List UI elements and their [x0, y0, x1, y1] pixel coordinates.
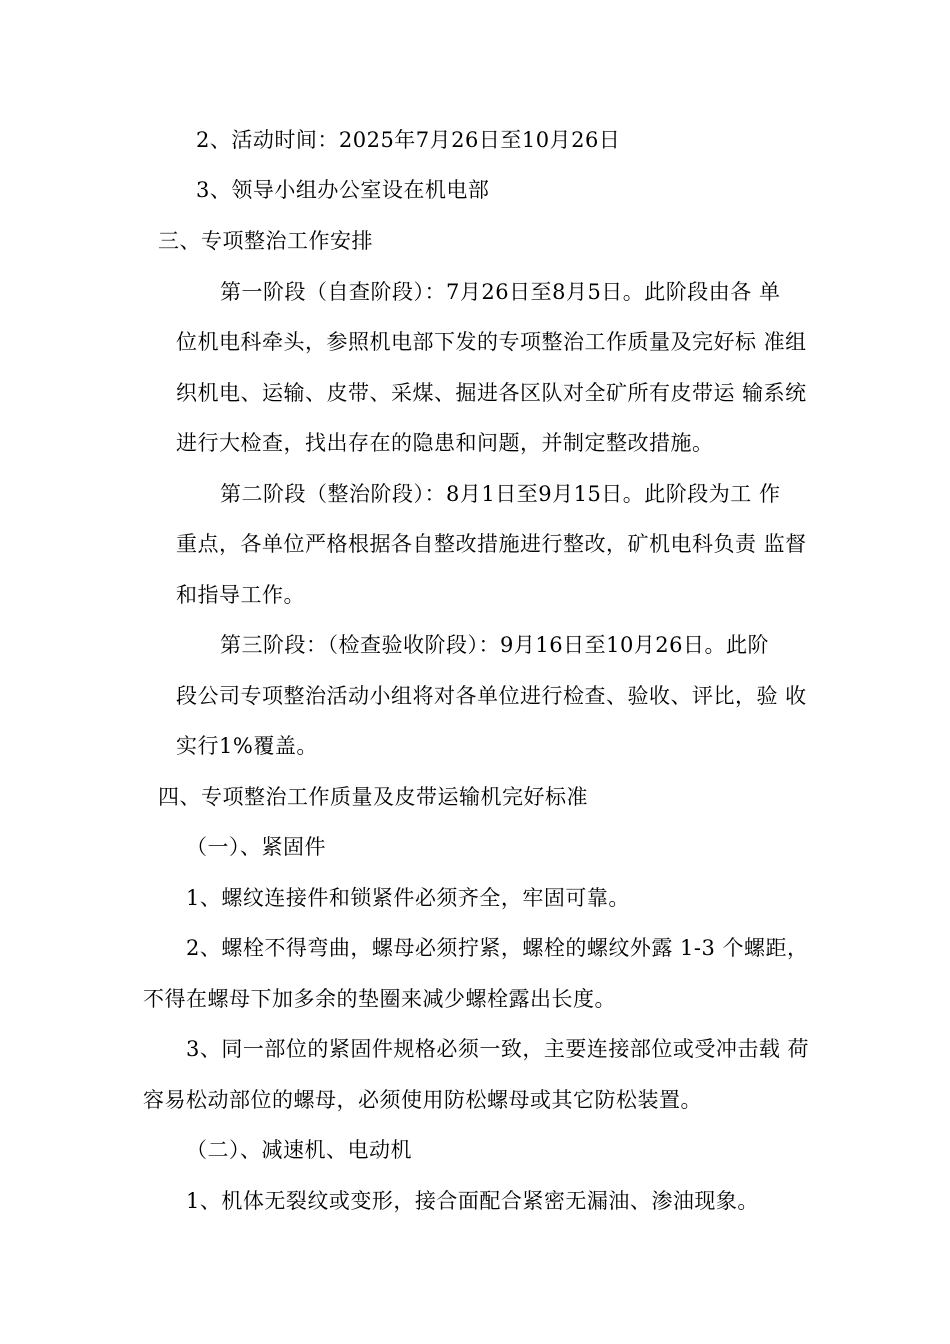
subsection-heading: （一）、紧固件	[186, 835, 326, 859]
text-line: 织机电、运输、皮带、采煤、掘进各区队对全矿所有皮带运 输系统	[176, 381, 807, 405]
text-line: 第二阶段（整治阶段）：8月1日至9月15日。此阶段为工 作	[220, 482, 781, 506]
text-line: 位机电科牵头，参照机电部下发的专项整治工作质量及完好标 准组	[176, 330, 807, 354]
text-line: 3、领导小组办公室设在机电部	[196, 178, 490, 202]
text-line: 容易松动部位的螺母，必须使用防松螺母或其它防松装置。	[143, 1088, 702, 1112]
text-line: 实行1%覆盖。	[176, 734, 318, 758]
text-line: 重点，各单位严格根据各自整改措施进行整改，矿机电科负责 监督	[176, 532, 807, 556]
text-line: 和指导工作。	[176, 583, 305, 607]
text-line: 进行大检查，找出存在的隐患和问题，并制定整改措施。	[176, 431, 714, 455]
text-line: 第三阶段：（检查验收阶段）：9月16日至10月26日。此阶	[220, 633, 770, 657]
subsection-heading: （二）、减速机、电动机	[186, 1138, 412, 1162]
text-line: 段公司专项整治活动小组将对各单位进行检查、验收、评比，验 收	[176, 684, 807, 708]
text-line: 1、机体无裂纹或变形，接合面配合紧密无漏油、渗油现象。	[186, 1189, 759, 1213]
section-heading: 三、专项整治工作安排	[158, 229, 373, 253]
section-heading: 四、专项整治工作质量及皮带运输机完好标准	[158, 785, 588, 809]
text-line: 2、活动时间：2025年7月26日至10月26日	[196, 128, 621, 152]
text-line: 3、同一部位的紧固件规格必须一致，主要连接部位或受冲击载 荷	[186, 1037, 810, 1061]
text-line: 2、螺栓不得弯曲，螺母必须拧紧，螺栓的螺纹外露 1-3 个螺距，	[186, 936, 809, 960]
text-line: 第一阶段（自查阶段）：7月26日至8月5日。此阶段由各 单	[220, 280, 781, 304]
text-line: 不得在螺母下加多余的垫圈来减少螺栓露出长度。	[143, 987, 616, 1011]
text-line: 1、螺纹连接件和锁紧件必须齐全，牢固可靠。	[186, 886, 630, 910]
